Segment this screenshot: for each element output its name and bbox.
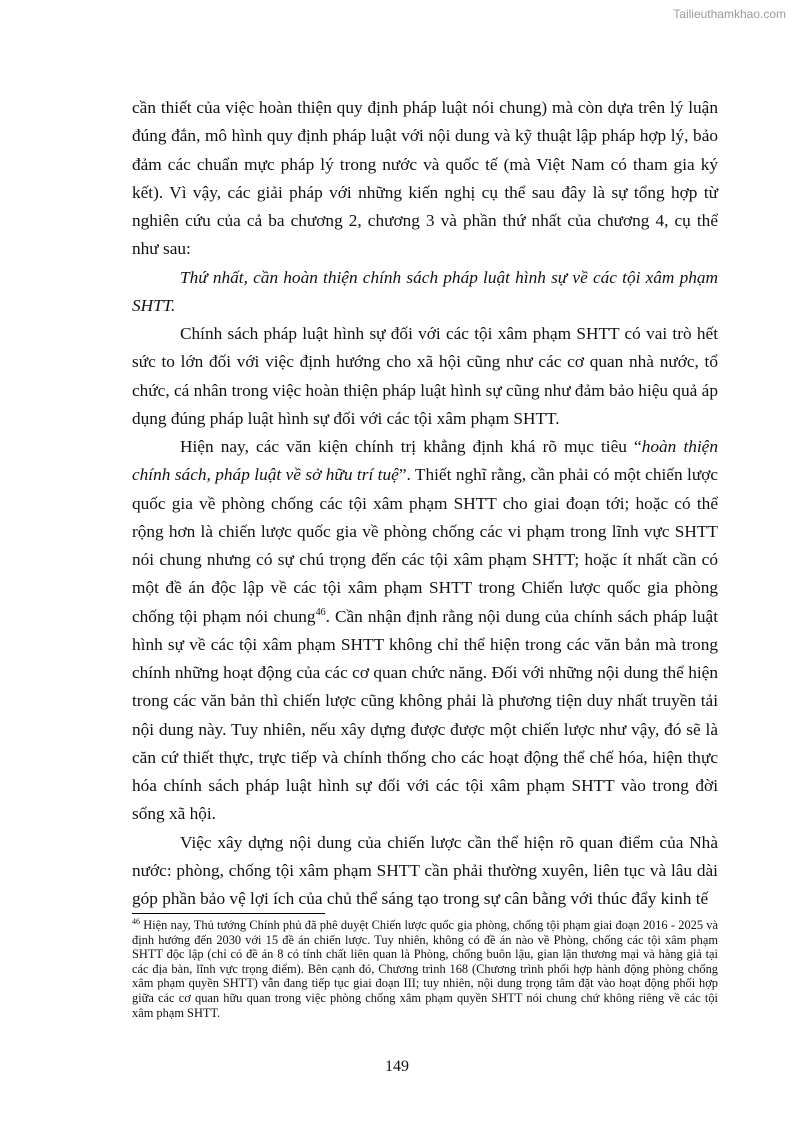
quoted-goal: hoàn thiện chính sách, pháp luật về sở hữu trí tuệ [132,437,718,485]
footnote [132,918,718,1020]
footnote-text: Hiện nay, Thủ tướng Chính phủ đã phê duyệt Chiến lược quốc gia phòng, chống tội phạm giai đoạn 2016 - 2025 và định hướng đến 2030 với 15 đề án chiến lược. Tuy nhiên, không có đề án nào về Phòng, chống các tội xâm phạm SHTT độc lập (chỉ có đề án 8 có tính chất liên quan là Phòng, chống buôn lậu, gian lận thương mại và hàng giả tại các địa bàn, lĩnh vực trọng điểm). Bên cạnh đó, Chương trình 168 (Chương trình phối hợp hành động phòng chống xâm phạm quyền SHTT) vẫn đang tiếp tục giai đoạn III; tuy nhiên, nội dung trọng tâm đặt vào hoạt động phối hợp giữa các cơ quan hữu quan trong việc phòng chống xâm phạm quyền SHTT nói chung chứ không riêng về các tội xâm phạm SHTT. [132,918,718,1020]
paragraph: cần thiết của việc hoàn thiện quy định pháp luật nói chung) mà còn dựa trên lý luận đúng đắn, mô hình quy định pháp luật với nội dung và kỹ thuật lập pháp hợp lý, bảo đảm các chuẩn mực pháp lý trong nước và quốc tế (mà Việt Nam có tham gia ký kết). Vì vậy, các giải pháp với những kiến nghị cụ thể sau đây là sự tổng hợp từ nghiên cứu của cả ba chương 2, chương 3 và phần thứ nhất của chương 4, cụ thể như sau: [132,98,718,259]
footnote-divider [132,913,325,914]
body-text [132,94,718,913]
text-run: ”. Thiết nghĩ rằng, cần phải có một chiến lược quốc gia về phòng chống các tội xâm phạm SHTT cho giai đoạn tới; hoặc có thể rộng hơn là chiến lược quốc gia về phòng chống các vi phạm trong lĩnh vực SHTT nói chung nhưng có sự chú trọng đến các tội xâm phạm SHTT; hoặc ít nhất cần có một đề án độc lập về các tội xâm phạm SHTT trong Chiến lược quốc gia phòng chống tội phạm nói chung [132,465,719,626]
paragraph: Việc xây dựng nội dung của chiến lược cần thể hiện rõ quan điểm của Nhà nước: phòng, chống tội xâm phạm SHTT cần phải thường xuyên, liên tục và lâu dài góp phần bảo vệ lợi ích của chủ thể sáng tạo trong sự cân bằng với thúc đẩy kinh tế [132,832,718,908]
text-run: . Cần nhận định rằng nội dung của chính sách pháp luật hình sự về các tội xâm phạm SHTT không chỉ thể hiện trong các văn bản mà trong chính những hoạt động của các cơ quan chức năng. Đối với những nội dung thể hiện trong các văn bản thì chiến lược cũng không phải là phương tiện duy nhất truyền tải nội dung này. Tuy nhiên, nếu xây dựng được được một chiến lược như vậy, đó sẽ là căn cứ thiết thực, trực tiếp và chính thống cho các hoạt động thể chế hóa, hiện thực hóa chính sách pháp luật hình sự đối với các tội xâm phạm SHTT vào trong đời sống xã hội. [132,606,718,824]
section-heading: Thứ nhất, cần hoàn thiện chính sách pháp luật hình sự về các tội xâm phạm SHTT. [132,267,718,315]
footnote-reference: 46 [315,606,326,618]
page-number: 149 [385,1058,409,1075]
watermark: Tailieuthamkhao.com [673,7,786,21]
paragraph: Chính sách pháp luật hình sự đối với các tội xâm phạm SHTT có vai trò hết sức to lớn đối với việc định hướng cho xã hội cũng như các cơ quan nhà nước, tổ chức, cá nhân trong việc hoàn thiện pháp luật hình sự cũng như đảm bảo hiệu quả áp dụng đúng pháp luật hình sự đối với các tội xâm phạm SHTT. [132,324,718,428]
footnote-number: 46 [132,916,140,926]
text-run: Hiện nay, các văn kiện chính trị khẳng định khá rõ mục tiêu “ [180,437,642,456]
paragraph [132,433,718,829]
